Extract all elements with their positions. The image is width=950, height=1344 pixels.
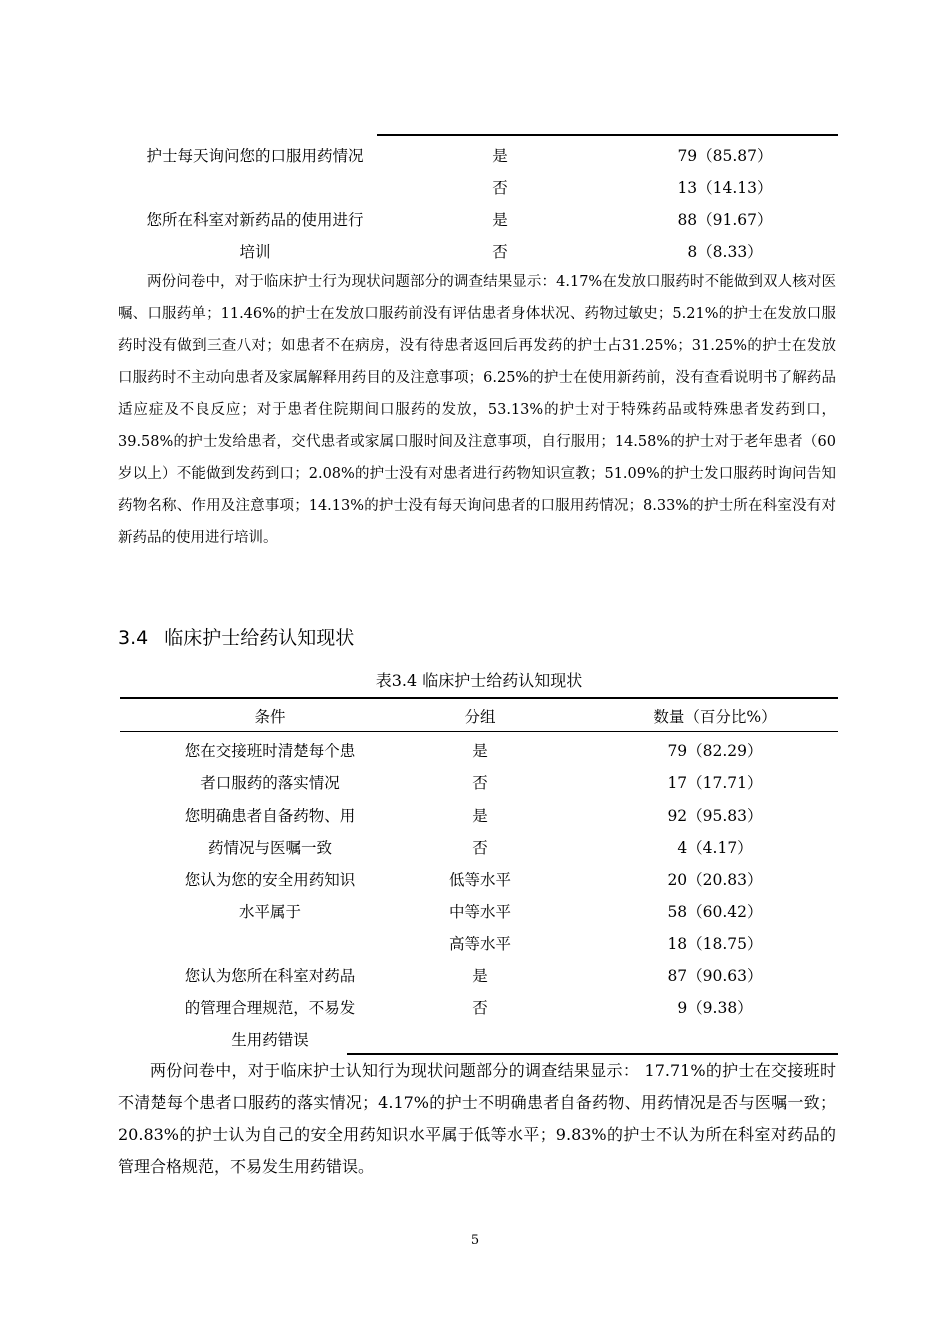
table-cell-option: 是	[472, 807, 488, 825]
table-cell-option: 否	[472, 774, 488, 792]
table-cell-value: 9（9.38）	[677, 999, 753, 1017]
table-cell-option: 低等水平	[448, 871, 511, 889]
body-paragraph-cognition: 两份问卷中，对于临床护士认知行为现状问题部分的调查结果显示： 17.71%的护士在交接班时不清楚每个患者口服药的落实情况；4.17%的护士不明确患者自备药物、用药情况是否与医嘱一致；20.83%的护士认为自己的安全用药知识水平属于低等水平；9.83%的护士不认为所在科室对药品的管理合格规范，不易发生用药错误。	[118, 1061, 836, 1176]
table-cell-value: 58（60.42）	[667, 903, 763, 921]
table-caption: 表3.4 临床护士给药认知现状	[375, 671, 583, 690]
table-cell-value: 8（8.33）	[687, 243, 763, 261]
table-cell-question: 药情况与医嘱一致	[207, 839, 332, 857]
section-heading	[118, 624, 354, 652]
section-title: 临床护士给药认知现状	[164, 627, 355, 649]
body-paragraph-behavior: 两份问卷中，对于临床护士行为现状问题部分的调查结果显示：4.17%在发放口服药时不能做到双人核对医嘱、口服药单；11.46%的护士在发放口服药前没有评估患者身体状况、药物过敏史；5.21%的护士在发放口服药时没有做到三查八对；如患者不在病房，没有待患者返回后再发药的护士占31.25%；31.25%的护士在发放口服药时不主动向患者及家属解释用药目的及注意事项；6.25%的护士在使用新药前，没有查看说明书了解药品适应症及不良反应；对于患者住院期间口服药的发放，53.13%的护士对于特殊药品或特殊患者发药到口，39.58%的护士发给患者，交代患者或家属口服时间及注意事项，自行服用；14.58%的护士对于老年患者（60岁以上）不能做到发药到口；2.08%的护士没有对患者进行药物知识宣教；51.09%的护士发口服药时询问告知药物名称、作用及注意事项；14.13%的护士没有每天询问患者的口服用药情况；8.33%的护士所在科室没有对新药品的使用进行培训。	[118, 274, 836, 546]
table-cell-value: 18（18.75）	[667, 935, 763, 953]
table-cell-value: 88（91.67）	[677, 211, 773, 229]
table-cell-option: 否	[492, 243, 508, 261]
table-cell-option: 是	[472, 742, 488, 760]
table-cell-value: 92（95.83）	[667, 807, 763, 825]
table-cell-option: 高等水平	[448, 935, 511, 953]
table-cell-value: 79（82.29）	[667, 742, 763, 760]
table-cell-option: 是	[492, 211, 508, 229]
table-top-rule	[377, 134, 838, 136]
table-cell-option: 否	[472, 839, 488, 857]
table-cell-question: 的管理合理规范，不易发	[184, 999, 356, 1017]
table-cell-value: 13（14.13）	[677, 179, 773, 197]
table-cell-question: 您在交接班时清楚每个患	[184, 742, 356, 760]
page-number: 5	[470, 1233, 480, 1248]
table-cell-value: 4（4.17）	[677, 839, 753, 857]
table-cell-value: 20（20.83）	[667, 871, 763, 889]
table-cell-question: 您认为您的安全用药知识	[184, 871, 356, 889]
table-cell-question: 水平属于	[238, 903, 301, 921]
table-header-rule	[120, 731, 838, 732]
table-cell-option: 是	[472, 967, 488, 985]
table-cell-value: 79（85.87）	[677, 147, 773, 165]
table-header-group: 分组	[464, 708, 496, 726]
table-top-rule	[120, 697, 838, 699]
table-cell-question: 您所在科室对新药品的使用进行	[146, 211, 364, 229]
table-cell-question: 生用药错误	[231, 1031, 309, 1049]
table-cell-question: 者口服药的落实情况	[200, 774, 340, 792]
table-cell-question: 您认为您所在科室对药品	[184, 967, 356, 985]
table-cell-question: 护士每天询问您的口服用药情况	[146, 147, 364, 165]
table-header-condition: 条件	[254, 708, 286, 726]
table-cell-option: 否	[472, 999, 488, 1017]
table-cell-question: 您明确患者自备药物、用	[184, 807, 356, 825]
table-cell-option: 是	[492, 147, 508, 165]
table-cell-question: 培训	[239, 243, 271, 261]
table-cell-value: 17（17.71）	[667, 774, 763, 792]
table-cell-option: 否	[492, 179, 508, 197]
table-cell-option: 中等水平	[448, 903, 511, 921]
table-cell-value: 87（90.63）	[667, 967, 763, 985]
table-header-count: 数量（百分比%）	[653, 708, 777, 726]
section-number: 3.4	[118, 627, 149, 649]
